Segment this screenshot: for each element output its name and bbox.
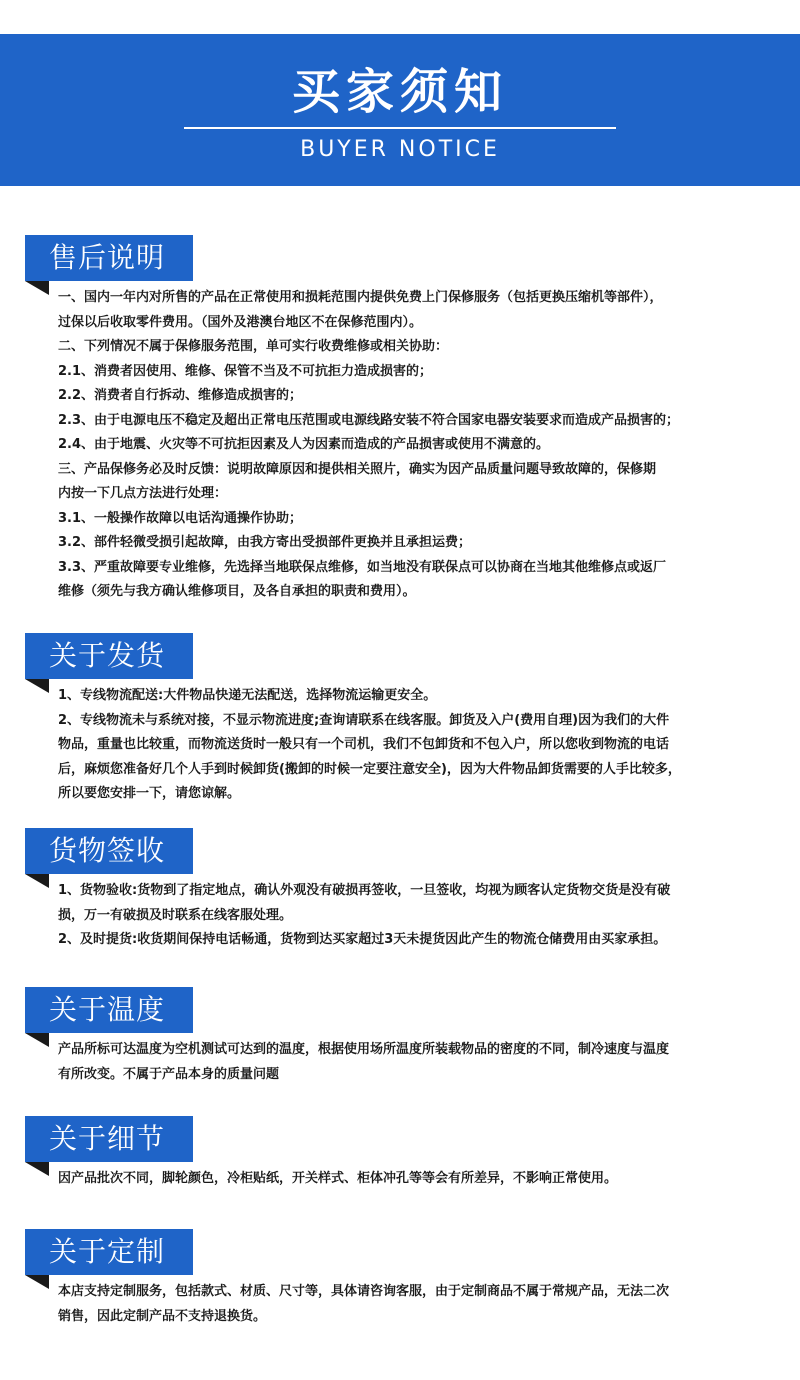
section-title: 关于定制 — [25, 1229, 193, 1275]
section-body — [58, 1038, 758, 1087]
text-line: 销售，因此定制产品不支持退换货。 — [58, 1308, 267, 1324]
section-body — [58, 1167, 758, 1192]
text-line: 内按一下几点方法进行处理： — [58, 486, 228, 501]
section-body — [58, 286, 758, 605]
section-title: 货物签收 — [25, 828, 193, 874]
section-title: 关于温度 — [25, 987, 193, 1033]
tag-fold-corner — [25, 874, 49, 888]
section-title: 关于发货 — [25, 633, 193, 679]
tag-fold-corner — [25, 679, 49, 693]
text-line: 物品，重量也比较重，而物流送货时一般只有一个司机，我们不包卸货和不包入户，所以您收到物流的电话 — [58, 737, 670, 752]
tag-fold-corner — [25, 1033, 49, 1047]
page-title: 买家须知 — [291, 64, 508, 120]
tag-fold-corner — [25, 1275, 49, 1289]
tag-fold-corner — [25, 281, 49, 295]
section-body — [58, 684, 758, 807]
text-line: 3.1、一般操作故障以电话沟通操作协助； — [58, 510, 303, 526]
text-line: 所以要您安排一下，请您谅解。 — [58, 786, 241, 801]
text-line: 维修（须先与我方确认维修项目，及各自承担的职责和费用）。 — [58, 584, 416, 599]
text-line: 2.4、由于地震、火灾等不可抗拒因素及人为因素而造成的产品损害或使用不满意的。 — [58, 437, 550, 452]
text-line: 三、产品保修务必及时反馈：说明故障原因和提供相关照片，确实为因产品质量问题导致故障的，保修期 — [58, 461, 657, 477]
text-line: 损，万一有破损及时联系在线客服处理。 — [58, 907, 293, 923]
text-line: 1、货物验收:货物到了指定地点，确认外观没有破损再签收，一旦签收，均视为顾客认定货物交货是没有破 — [58, 883, 671, 898]
text-line: 2.3、由于电源电压不稳定及超出正常电压范围或电源线路安装不符合国家电器安装要求而造成产品损害的； — [58, 412, 680, 428]
text-line: 二、下列情况不属于保修服务范围，单可实行收费维修或相关协助： — [58, 339, 449, 354]
text-line: 本店支持定制服务，包括款式、材质、尺寸等，具体请咨询客服，由于定制商品不属于常规产品，无法二次 — [58, 1284, 670, 1299]
text-line: 2、专线物流未与系统对接，不显示物流进度;查询请联系在线客服。卸货及入户(费用自理)因为我们的大件 — [58, 712, 670, 728]
text-line: 后，麻烦您准备好几个人手到时候卸货(搬卸的时候一定要注意安全)，因为大件物品卸货需要的人手比较多， — [58, 761, 681, 777]
text-line: 2.2、消费者自行拆动、维修造成损害的； — [58, 388, 303, 403]
title-divider — [184, 127, 616, 129]
text-line: 有所改变。不属于产品本身的质量问题 — [58, 1066, 280, 1082]
text-line: 产品所标可达温度为空机测试可达到的温度，根据使用场所温度所装载物品的密度的不同，制冷速度与温度 — [58, 1042, 670, 1057]
section-body — [58, 879, 758, 953]
text-line: 过保以后收取零件费用。（国外及港澳台地区不在保修范围内）。 — [58, 314, 423, 330]
text-line: 3.3、严重故障要专业维修，先选择当地联保点维修，如当地没有联保点可以协商在当地其他维修点或返厂 — [58, 559, 667, 575]
text-line: 因产品批次不同，脚轮颜色，冷柜贴纸，开关样式、柜体冲孔等等会有所差异，不影响正常使用。 — [58, 1171, 618, 1186]
text-line: 2.1、消费者因使用、维修、保管不当及不可抗拒力造成损害的； — [58, 363, 433, 379]
page-subtitle: BUYER NOTICE — [300, 137, 500, 162]
section-body — [58, 1280, 758, 1329]
text-line: 2、及时提货:收货期间保持电话畅通，货物到达买家超过3天未提货因此产生的物流仓储费用由买家承担。 — [58, 932, 667, 947]
tag-fold-corner — [25, 1162, 49, 1176]
text-line: 1、专线物流配送:大件物品快递无法配送，选择物流运输更安全。 — [58, 688, 437, 703]
text-line: 3.2、部件轻微受损引起故障，由我方寄出受损部件更换并且承担运费； — [58, 535, 472, 550]
text-line: 一、国内一年内对所售的产品在正常使用和损耗范围内提供免费上门保修服务（包括更换压缩机等部件）， — [58, 290, 663, 305]
section-title: 关于细节 — [25, 1116, 193, 1162]
section-title: 售后说明 — [25, 235, 193, 281]
